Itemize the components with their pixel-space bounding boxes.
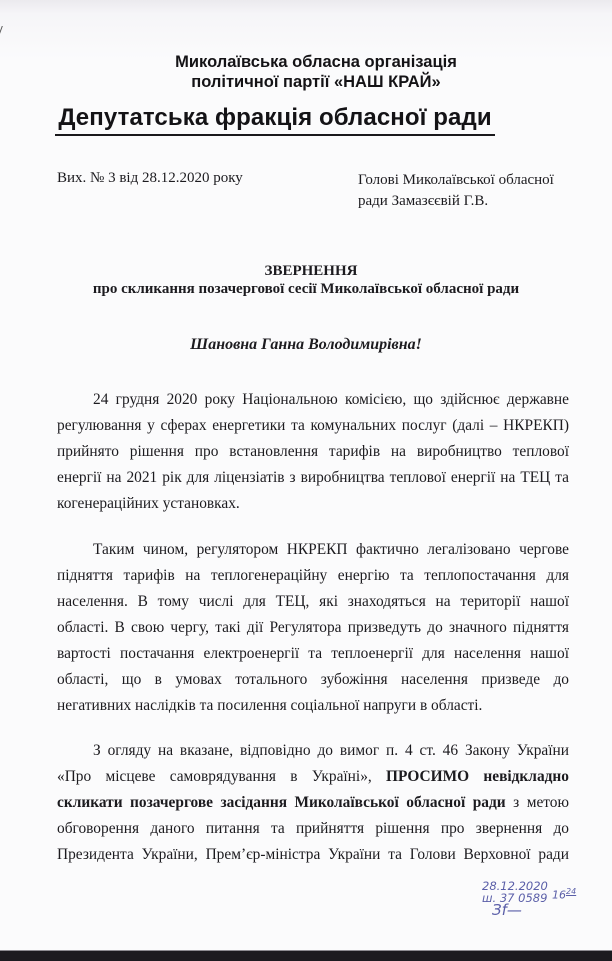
letterhead-faction: Депутатська фракція обласної ради — [58, 104, 492, 131]
addressee — [358, 170, 554, 212]
stamp-date: 28.12.2020 — [482, 879, 548, 893]
letterhead-organization — [0, 52, 612, 92]
body-paragraph-3 — [57, 738, 569, 868]
paragraph-line: вартості постачання електроенергії та теплоенергії для населення нашої — [57, 645, 569, 662]
paragraph-line: Президента України, Прем’єр-міністра України та Голови Верховної ради — [57, 846, 569, 863]
paragraph-line: області, що в умовах тотального зубожіння населення призведе до — [57, 671, 569, 688]
addressee-line-1: Голові Миколаївської обласної — [358, 172, 554, 188]
title-heading: ЗВЕРНЕННЯ — [264, 263, 358, 279]
title-subheading: про скликання позачергової сесії Миколаївської обласної ради — [92, 281, 520, 297]
paragraph-line: 24 грудня 2020 року Національною комісією, що здійснює державне — [93, 391, 569, 408]
paragraph-line: прийнято рішення про встановлення тарифів на виробництво теплової — [57, 443, 569, 460]
paragraph-line: підняття тарифів на теплогенераційну енергію та теплопостачання для — [57, 567, 569, 584]
body-paragraph-1 — [57, 387, 569, 517]
paragraph-line: скликати позачергове засідання Миколаївської обласної ради з метою — [57, 794, 569, 811]
paragraph-line: З огляду на вказане, відповідно до вимог п. 4 ст. 46 Закону України — [93, 742, 569, 759]
org-line-1: Миколаївська обласна організація — [175, 53, 457, 71]
paragraph-line: «Про місцеве самоврядування в Україні», ПРОСИМО невідкладно — [57, 768, 569, 785]
stamp-time: $16^{24}$ — [552, 887, 577, 902]
document-title — [0, 262, 612, 298]
outgoing-number: Вих. № 3 від 28.12.2020 року — [57, 170, 243, 186]
paragraph-line: населення. В тому числі для ТЕЦ, які знаходяться на території нашої — [57, 593, 569, 610]
paragraph-line: негативних наслідків та посилення соціальної напруги в області. — [57, 697, 483, 714]
org-line-2: політичної партії «НАШ КРАЙ» — [191, 73, 441, 91]
letterhead-divider — [55, 134, 495, 136]
request-emphasis: скликати позачергове засідання Миколаївської обласної ради — [57, 794, 506, 811]
stamp-number: ш. 37 0589 — [482, 891, 548, 905]
paragraph-line: когенераційних установках. — [57, 495, 240, 512]
stamp-initials: Зf— — [492, 901, 522, 919]
corner-mark — [0, 26, 9, 36]
addressee-line-2: ради Замазєєвій Г.В. — [358, 193, 489, 209]
salutation: Шановна Ганна Володимирівна! — [190, 336, 422, 353]
paragraph-line: регулювання у сферах енергетики та комунальних послуг (далі – НКРЕКП) — [57, 417, 569, 434]
paragraph-line: Таким чином, регулятором НКРЕКП фактично легалізовано чергове — [93, 541, 569, 558]
body-paragraph-2 — [57, 537, 569, 719]
viewer-bottom-bar — [0, 950, 612, 961]
request-emphasis: ПРОСИМО невідкладно — [386, 768, 569, 785]
registration-stamp — [482, 879, 577, 919]
paragraph-line: обговорення даного питання та прийняття рішення про звернення до — [57, 820, 569, 837]
paragraph-line: енергії на 2021 рік для ліцензіатів з виробництва теплової енергії на ТЕЦ та — [57, 469, 569, 486]
paragraph-line: області. В свою чергу, такі дії Регулятора призведуть до значного підняття — [57, 619, 569, 636]
